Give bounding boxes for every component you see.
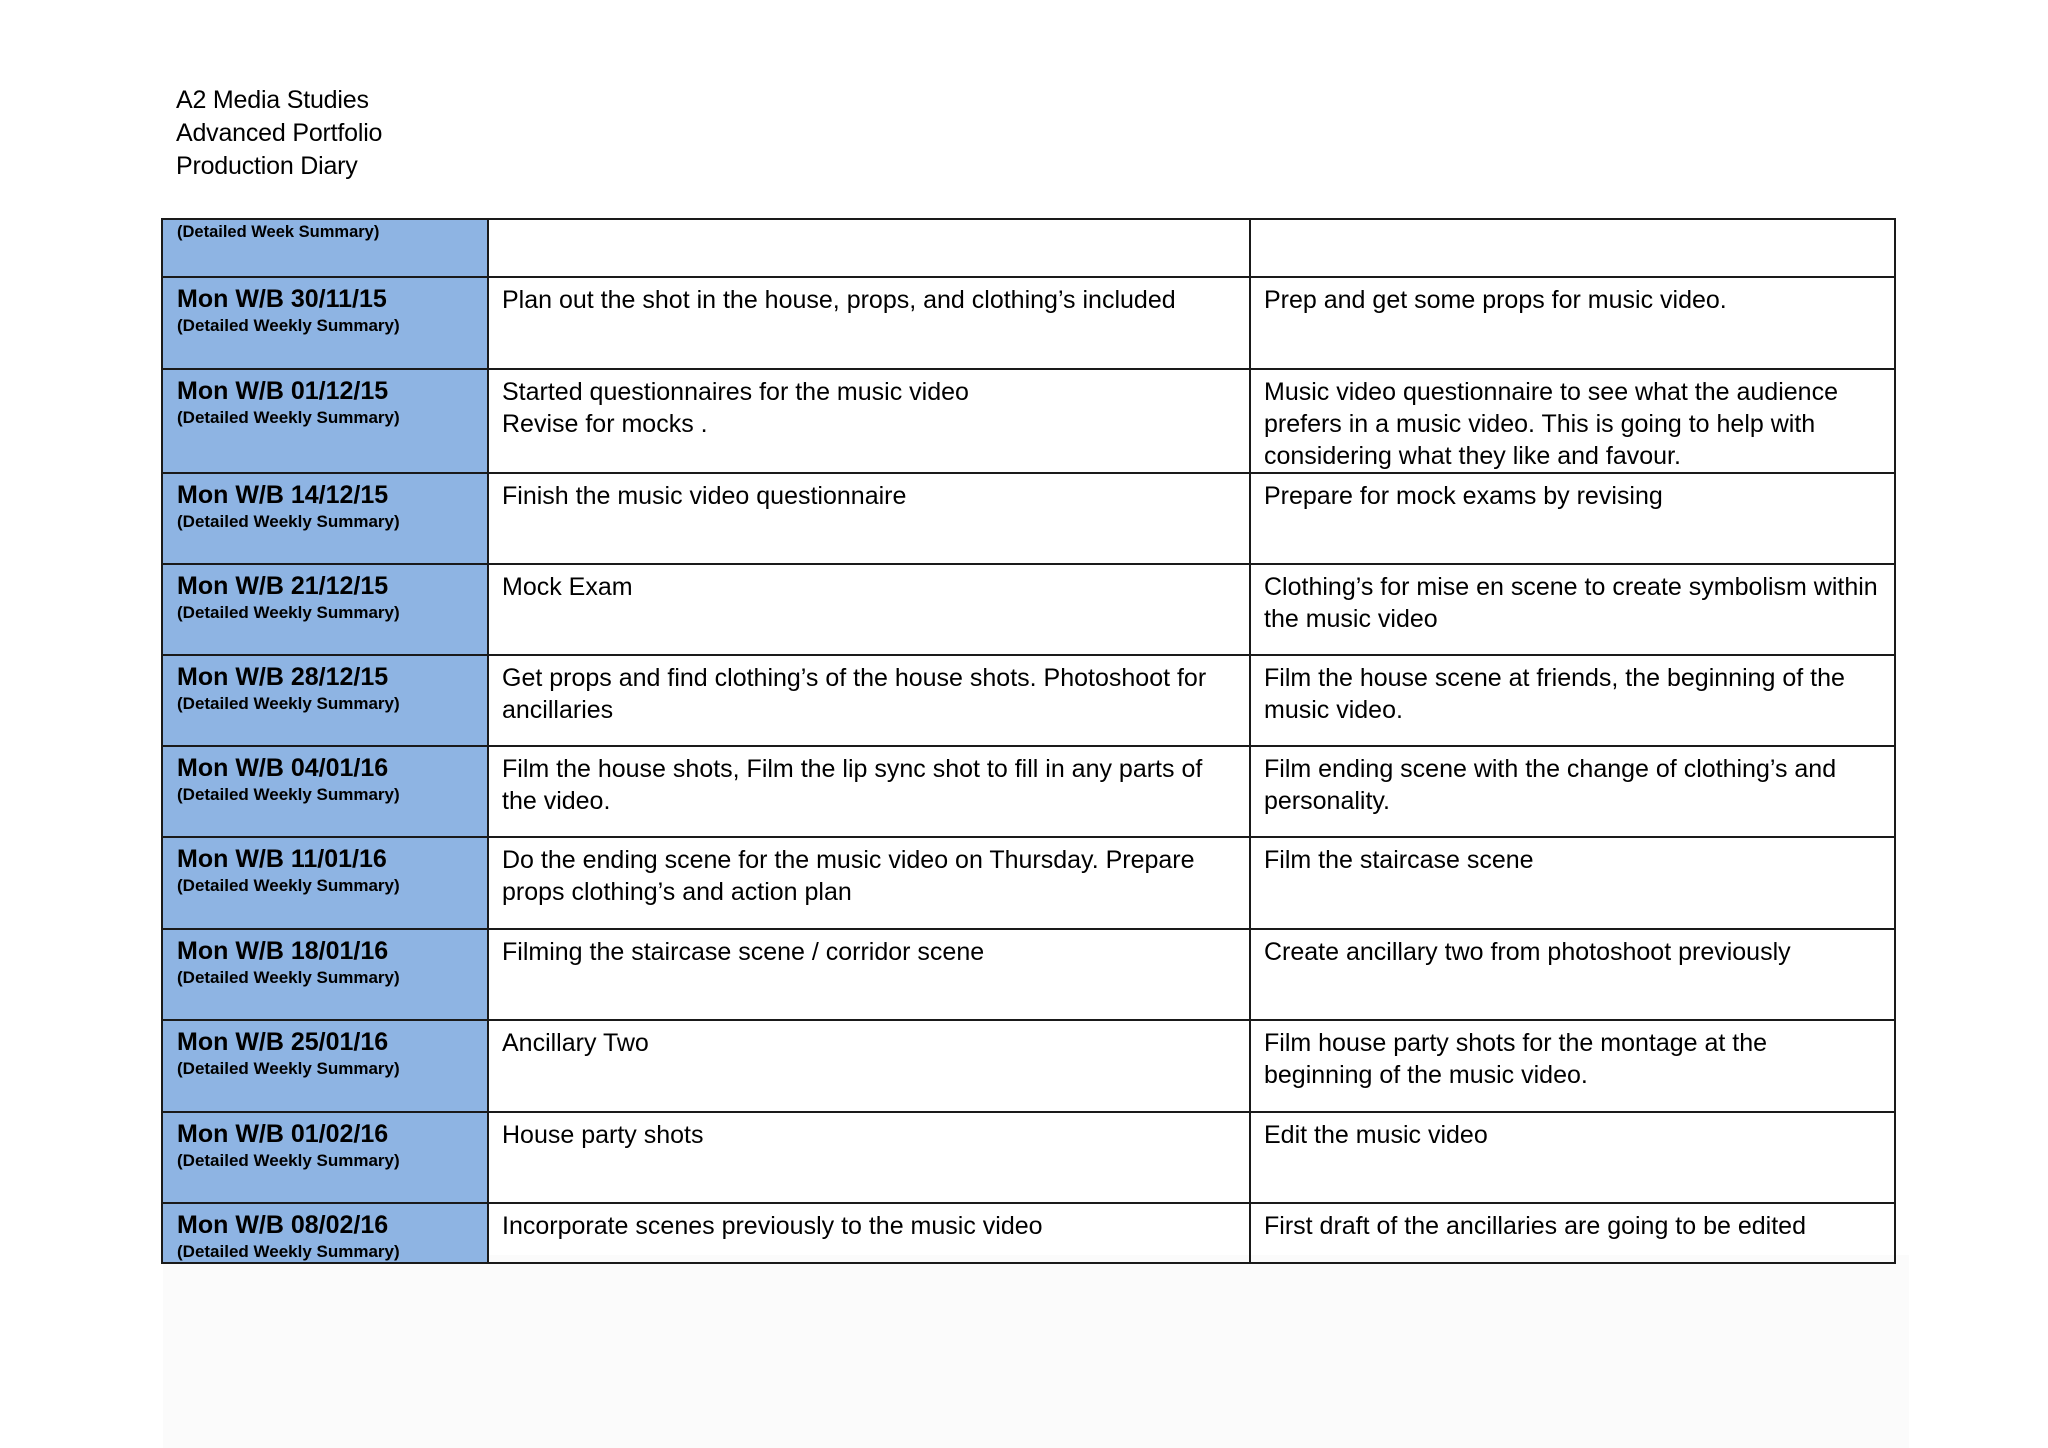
week-summary-label: (Detailed Week Summary) (177, 223, 380, 241)
table-row (162, 1020, 1895, 1112)
plan-text: Prep and get some props for music video. (1264, 286, 1727, 314)
week-label: Mon W/B 25/01/16 (177, 1028, 389, 1056)
week-cell (162, 746, 488, 837)
activity-cell (488, 219, 1250, 277)
table-row (162, 1112, 1895, 1203)
week-cell (162, 837, 488, 929)
plan-cell (1250, 655, 1895, 746)
table-row (162, 655, 1895, 746)
week-cell (162, 473, 488, 564)
week-cell (162, 929, 488, 1020)
activity-cell (488, 473, 1250, 564)
plan-text: Film the staircase scene (1264, 846, 1534, 874)
week-summary-label: (Detailed Weekly Summary) (177, 1151, 400, 1170)
week-label: Mon W/B 18/01/16 (177, 937, 389, 965)
plan-text: Create ancillary two from photoshoot previously (1264, 938, 1791, 966)
week-summary-label: (Detailed Weekly Summary) (177, 1059, 400, 1078)
week-summary-label: (Detailed Weekly Summary) (177, 785, 400, 804)
table-row (162, 837, 1895, 929)
table-row (162, 369, 1895, 473)
week-label: Mon W/B 04/01/16 (177, 754, 389, 782)
activity-text: Plan out the shot in the house, props, and clothing’s included (502, 286, 1176, 314)
plan-text: Music video questionnaire to see what the audience prefers in a music video. This is going to help with considering what they like and favour. (1264, 378, 1838, 470)
activity-text: Do the ending scene for the music video on Thursday. Prepare props clothing’s and action plan (502, 846, 1195, 906)
week-label: Mon W/B 28/12/15 (177, 663, 389, 691)
week-label: Mon W/B 08/02/16 (177, 1211, 389, 1239)
plan-text: Film house party shots for the montage at the beginning of the music video. (1264, 1029, 1768, 1089)
table-row (162, 219, 1895, 277)
plan-cell (1250, 369, 1895, 473)
table-row (162, 929, 1895, 1020)
table-row (162, 473, 1895, 564)
plan-text: Film the house scene at friends, the beginning of the music video. (1264, 664, 1845, 724)
week-cell (162, 1020, 488, 1112)
header-course-title: A2 Media Studies (176, 86, 369, 114)
document-header (176, 84, 382, 183)
activity-text: House party shots (502, 1121, 704, 1149)
activity-text: Started questionnaires for the music video Revise for mocks . (502, 378, 969, 438)
activity-cell (488, 369, 1250, 473)
activity-text: Incorporate scenes previously to the music video (502, 1212, 1043, 1240)
week-summary-label: (Detailed Weekly Summary) (177, 603, 400, 622)
plan-cell (1250, 277, 1895, 369)
week-label: Mon W/B 11/01/16 (177, 845, 387, 873)
week-summary-label: (Detailed Weekly Summary) (177, 408, 400, 427)
activity-text: Filming the staircase scene / corridor scene (502, 938, 985, 966)
week-cell (162, 277, 488, 369)
plan-cell (1250, 473, 1895, 564)
week-summary-label: (Detailed Weekly Summary) (177, 694, 400, 713)
table-row (162, 746, 1895, 837)
plan-cell (1250, 219, 1895, 277)
week-cell (162, 369, 488, 473)
plan-cell (1250, 1020, 1895, 1112)
plan-cell (1250, 1203, 1895, 1263)
plan-cell (1250, 929, 1895, 1020)
activity-text: Mock Exam (502, 573, 633, 601)
activity-cell (488, 929, 1250, 1020)
week-label: Mon W/B 14/12/15 (177, 481, 389, 509)
plan-text: Prepare for mock exams by revising (1264, 482, 1663, 510)
plan-text: First draft of the ancillaries are going to be edited (1264, 1212, 1806, 1240)
table-row (162, 277, 1895, 369)
activity-cell (488, 1112, 1250, 1203)
table-row (162, 1203, 1895, 1263)
activity-text: Film the house shots, Film the lip sync shot to fill in any parts of the video. (502, 755, 1203, 815)
plan-cell (1250, 837, 1895, 929)
week-summary-label: (Detailed Weekly Summary) (177, 512, 400, 531)
week-cell (162, 219, 488, 277)
activity-cell (488, 564, 1250, 655)
week-cell (162, 1203, 488, 1263)
header-portfolio-title: Advanced Portfolio (176, 119, 383, 147)
plan-text: Clothing’s for mise en scene to create symbolism within the music video (1264, 573, 1878, 633)
activity-cell (488, 655, 1250, 746)
plan-cell (1250, 746, 1895, 837)
activity-cell (488, 837, 1250, 929)
activity-text: Ancillary Two (502, 1029, 649, 1057)
week-cell (162, 564, 488, 655)
activity-cell (488, 1020, 1250, 1112)
week-label: Mon W/B 30/11/15 (177, 285, 387, 313)
production-diary-table (161, 218, 1896, 1264)
activity-text: Get props and find clothing’s of the house shots. Photoshoot for ancillaries (502, 664, 1207, 724)
week-summary-label: (Detailed Weekly Summary) (177, 968, 400, 987)
activity-text: Finish the music video questionnaire (502, 482, 907, 510)
week-summary-label: (Detailed Weekly Summary) (177, 876, 400, 895)
plan-cell (1250, 1112, 1895, 1203)
week-summary-label: (Detailed Weekly Summary) (177, 316, 400, 335)
plan-text: Edit the music video (1264, 1121, 1488, 1149)
week-cell (162, 655, 488, 746)
week-cell (162, 1112, 488, 1203)
page-lower-background (163, 1255, 1909, 1448)
table-row (162, 564, 1895, 655)
plan-cell (1250, 564, 1895, 655)
week-summary-label: (Detailed Weekly Summary) (177, 1242, 400, 1261)
activity-cell (488, 746, 1250, 837)
activity-cell (488, 277, 1250, 369)
week-label: Mon W/B 01/12/15 (177, 377, 389, 405)
header-diary-title: Production Diary (176, 152, 358, 180)
week-label: Mon W/B 21/12/15 (177, 572, 389, 600)
activity-cell (488, 1203, 1250, 1263)
week-label: Mon W/B 01/02/16 (177, 1120, 389, 1148)
plan-text: Film ending scene with the change of clothing’s and personality. (1264, 755, 1837, 815)
